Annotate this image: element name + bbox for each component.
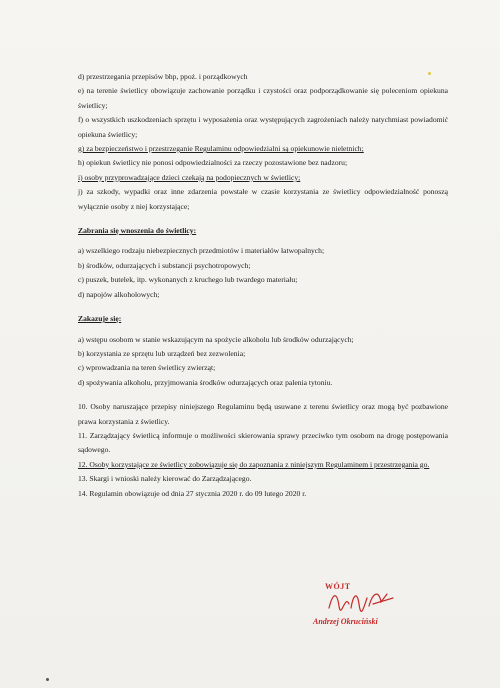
item-e [78, 84, 448, 113]
list-item: e) na terenie świetlicy obowiązuje zachowanie porządku i czystości oraz podporządkowanie się poleceniom opiekuna świetlicy; [78, 86, 448, 110]
forbidden-item: c) puszek, butelek, itp. wykonanych z kruchego lub twardego materiału; [78, 275, 298, 285]
item-h [78, 156, 448, 170]
regulation-body [78, 70, 448, 501]
numbered-paragraph: 13. Skargi i wnioski należy kierować do Zarządzającego. [78, 474, 252, 484]
signature-name: Andrzej Okruciński [313, 617, 378, 626]
numbered-paragraph: 10. Osoby naruszające przepisy niniejszego Regulaminu będą usuwane z terenu świetlicy oraz mogą być pozbawione prawa korzystania z świetlicy. [78, 402, 448, 426]
list-item: f) o wszystkich uszkodzeniach sprzętu i wyposażenia oraz występujących zagrożeniach należy natychmiast powiadomić opiekuna świetlicy; [78, 115, 448, 139]
numbered-paragraph: 14. Regulamin obowiązuje od dnia 27 stycznia 2020 r. do 09 lutego 2020 r. [78, 488, 307, 498]
list-item: i) osoby przyprowadzające dzieci czekają na podopiecznych w świetlicy; [78, 172, 301, 182]
section-heading-forbidden: Zabrania się wnoszenia do świetlicy: [78, 226, 197, 236]
handwritten-signature [323, 586, 403, 616]
item-d [78, 70, 448, 84]
paper-speck [46, 678, 49, 681]
signature-title: WÓJT [325, 582, 351, 591]
prohibited-item: c) wprowadzania na teren świetlicy zwierząt; [78, 363, 216, 373]
list-item: d) przestrzegania przepisów bhp, ppoż. i porządkowych [78, 72, 248, 81]
forbidden-item: d) napojów alkoholowych; [78, 289, 160, 299]
list-item: g) za bezpieczeństwo i przestrzeganie Regulaminu odpowiedzialni są opiekunowie nieletnich; [78, 144, 364, 154]
signature-stamp [313, 582, 423, 632]
numbered-paragraph: 11. Zarządzający świetlicą informuje o możliwości skierowania sprawy przeciwko tym osobom na drogę postępowania sądowego. [78, 430, 448, 455]
list-item: h) opiekun świetlicy nie ponosi odpowiedzialności za rzeczy pozostawione bez nadzoru; [78, 158, 348, 168]
forbidden-item: a) wszelkiego rodzaju niebezpiecznych przedmiotów i materiałów łatwopalnych; [78, 246, 325, 256]
prohibited-item: d) spożywania alkoholu, przyjmowania środków odurzających oraz palenia tytoniu. [78, 377, 333, 387]
list-item: j) za szkody, wypadki oraz inne zdarzenia powstałe w czasie korzystania ze świetlicy odpowiedzialność ponoszą wyłącznie osoby z niej korzystające; [78, 187, 448, 211]
item-g [78, 142, 448, 156]
item-f [78, 113, 448, 142]
prohibited-item: b) korzystania ze sprzętu lub urządzeń bez zezwolenia; [78, 348, 246, 358]
item-i [78, 171, 448, 185]
section-heading-prohibited: Zakazuje się: [78, 314, 122, 324]
item-j [78, 185, 448, 214]
numbered-paragraph: 12. Osoby korzystające ze świetlicy zobowiązuje się do zapoznania z niniejszym Regulaminem i przestrzegania go. [78, 459, 430, 469]
prohibited-item: a) wstępu osobom w stanie wskazującym na spożycie alkoholu lub środków odurzających; [78, 334, 354, 344]
forbidden-item: b) środków, odurzających i substancji psychotropowych; [78, 260, 251, 270]
